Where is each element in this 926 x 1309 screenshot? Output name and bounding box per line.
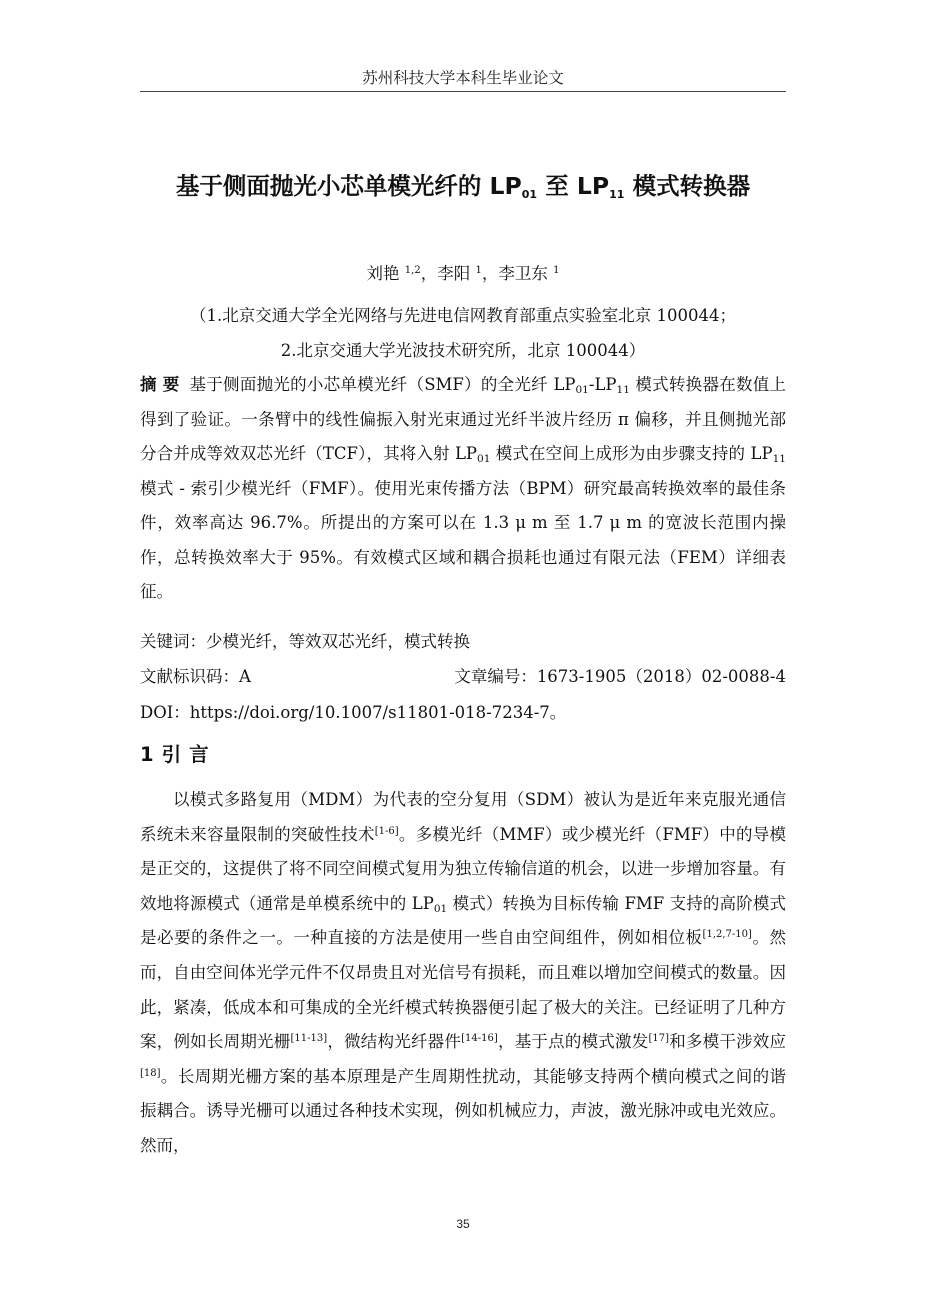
author-2: ，李阳 bbox=[420, 264, 476, 283]
document-meta-row bbox=[140, 661, 786, 693]
abstract-text-1: 基于侧面抛光的小芯单模光纤（SMF）的全光纤 LP bbox=[189, 375, 576, 394]
citation-3: [11-13] bbox=[290, 1033, 328, 1045]
abstract-subscript-3: 01 bbox=[477, 453, 491, 465]
section-number: 1 bbox=[140, 743, 154, 766]
abstract-subscript-4: 11 bbox=[772, 453, 786, 465]
author-2-affiliation: 1 bbox=[475, 265, 482, 276]
citation-1: [1-6] bbox=[374, 825, 399, 837]
paper-title bbox=[140, 168, 786, 204]
title-subscript-2: 11 bbox=[609, 188, 625, 201]
body-text-5: ，微结构光纤器件 bbox=[327, 1032, 462, 1052]
abstract-text-4: 模式在空间上成形为由步骤支持的 LP bbox=[490, 444, 773, 463]
keywords-label: 关键词： bbox=[140, 632, 206, 651]
abstract-subscript-2: 11 bbox=[616, 384, 630, 396]
article-number: 文章编号：1673-1905（2018）02-0088-4 bbox=[454, 667, 786, 686]
author-3: ，李卫东 bbox=[481, 264, 554, 283]
body-text-2: 。多模光纤（MMF）或少模光纤（FMF）中的导模是正交的，这提供了将不同空间模式复用为独立传输信道的机会，以进一步增加容量。有效地将源模式（通常是单模系统中的 LP bbox=[140, 824, 787, 913]
doi-line: DOI：https://doi.org/10.1007/s11801-018-7234-7。 bbox=[140, 703, 567, 722]
citation-5: [17] bbox=[648, 1033, 669, 1045]
citation-4: [14-16] bbox=[461, 1033, 498, 1045]
title-part-1: 基于侧面抛光小芯单模光纤的 LP bbox=[175, 172, 522, 200]
title-part-3: 模式转换器 bbox=[624, 172, 751, 200]
author-1-affiliation: 1,2 bbox=[404, 265, 421, 276]
title-part-2: 至 LP bbox=[537, 172, 610, 200]
abstract-subscript-1: 01 bbox=[575, 384, 589, 396]
abstract-text-2: -LP bbox=[588, 375, 617, 394]
document-code: 文献标识码：A bbox=[140, 667, 251, 686]
author-1: 刘艳 bbox=[366, 264, 405, 283]
author-list bbox=[140, 259, 786, 289]
affiliation-line-1: （1.北京交通大学全光网络与先进电信网教育部重点实验室北京 100044； bbox=[190, 306, 736, 325]
affiliation-line-2: 2.北京交通大学光波技术研究所，北京 100044） bbox=[280, 341, 646, 360]
abstract-text-3: 模式转换器在数值上得到了验证。一条臂中的线性偏振入射光束通过光纤半波片经历 π 偏移，并且侧抛光部分合并成等效双芯光纤（TCF），其将入射 LP bbox=[140, 375, 786, 463]
header-divider bbox=[140, 91, 786, 92]
section-title: 引言 bbox=[161, 743, 217, 766]
author-3-affiliation: 1 bbox=[553, 265, 560, 276]
body-text-3: 模式）转换为目标传输 FMF 支持的高阶模式是必要的条件之一。一种直接的方法是使用一些自由空间组件，例如相位板 bbox=[140, 893, 787, 948]
title-subscript-1: 01 bbox=[521, 188, 538, 201]
abstract bbox=[140, 368, 786, 610]
body-subscript-1: 01 bbox=[433, 902, 448, 915]
abstract-label: 摘要 bbox=[140, 375, 186, 394]
body-paragraph bbox=[140, 783, 786, 1164]
keywords-text: 少模光纤，等效双芯光纤，模式转换 bbox=[206, 632, 470, 651]
body-text-4: 。然而，自由空间体光学元件不仅昂贵且对光信号有损耗，而且难以增加空间模式的数量。因此，紧凑，低成本和可集成的全光纤模式转换器便引起了极大的关注。已经证明了几种方案，例如长周期光栅 bbox=[140, 928, 786, 1052]
body-text-1: 以模式多路复用（MDM）为代表的空分复用（SDM）被认为是近年来克服光通信系统未来容量限制的突破性技术 bbox=[140, 790, 786, 844]
body-text-7: 和多模干涉效应 bbox=[668, 1032, 787, 1052]
citation-6: [18] bbox=[140, 1067, 161, 1079]
citation-2: [1,2,7-10] bbox=[702, 929, 752, 941]
keywords bbox=[140, 625, 786, 660]
body-text-6: ，基于点的模式激发 bbox=[497, 1032, 649, 1052]
page-number: 35 bbox=[456, 1217, 470, 1231]
abstract-text-5: 模式 - 索引少模光纤（FMF）。使用光束传播方法（BPM）研究最高转换效率的最佳条件，效率高达 96.7%。所提出的方案可以在 1.3 μ m 至 1.7 μ m 的宽波长范围内操作，总转换效率大于 95%。有效模式区域和耦合损耗也通过有限元法（FEM）详细表征。 bbox=[140, 478, 786, 601]
section-heading bbox=[140, 737, 217, 773]
running-header: 苏州科技大学本科生毕业论文 bbox=[362, 69, 564, 87]
body-text-8: 。长周期光栅方案的基本原理是产生周期性扰动，其能够支持两个横向模式之间的谐振耦合。诱导光栅可以通过各种技术实现，例如机械应力，声波，激光脉冲或电光效应。然而， bbox=[140, 1066, 786, 1155]
